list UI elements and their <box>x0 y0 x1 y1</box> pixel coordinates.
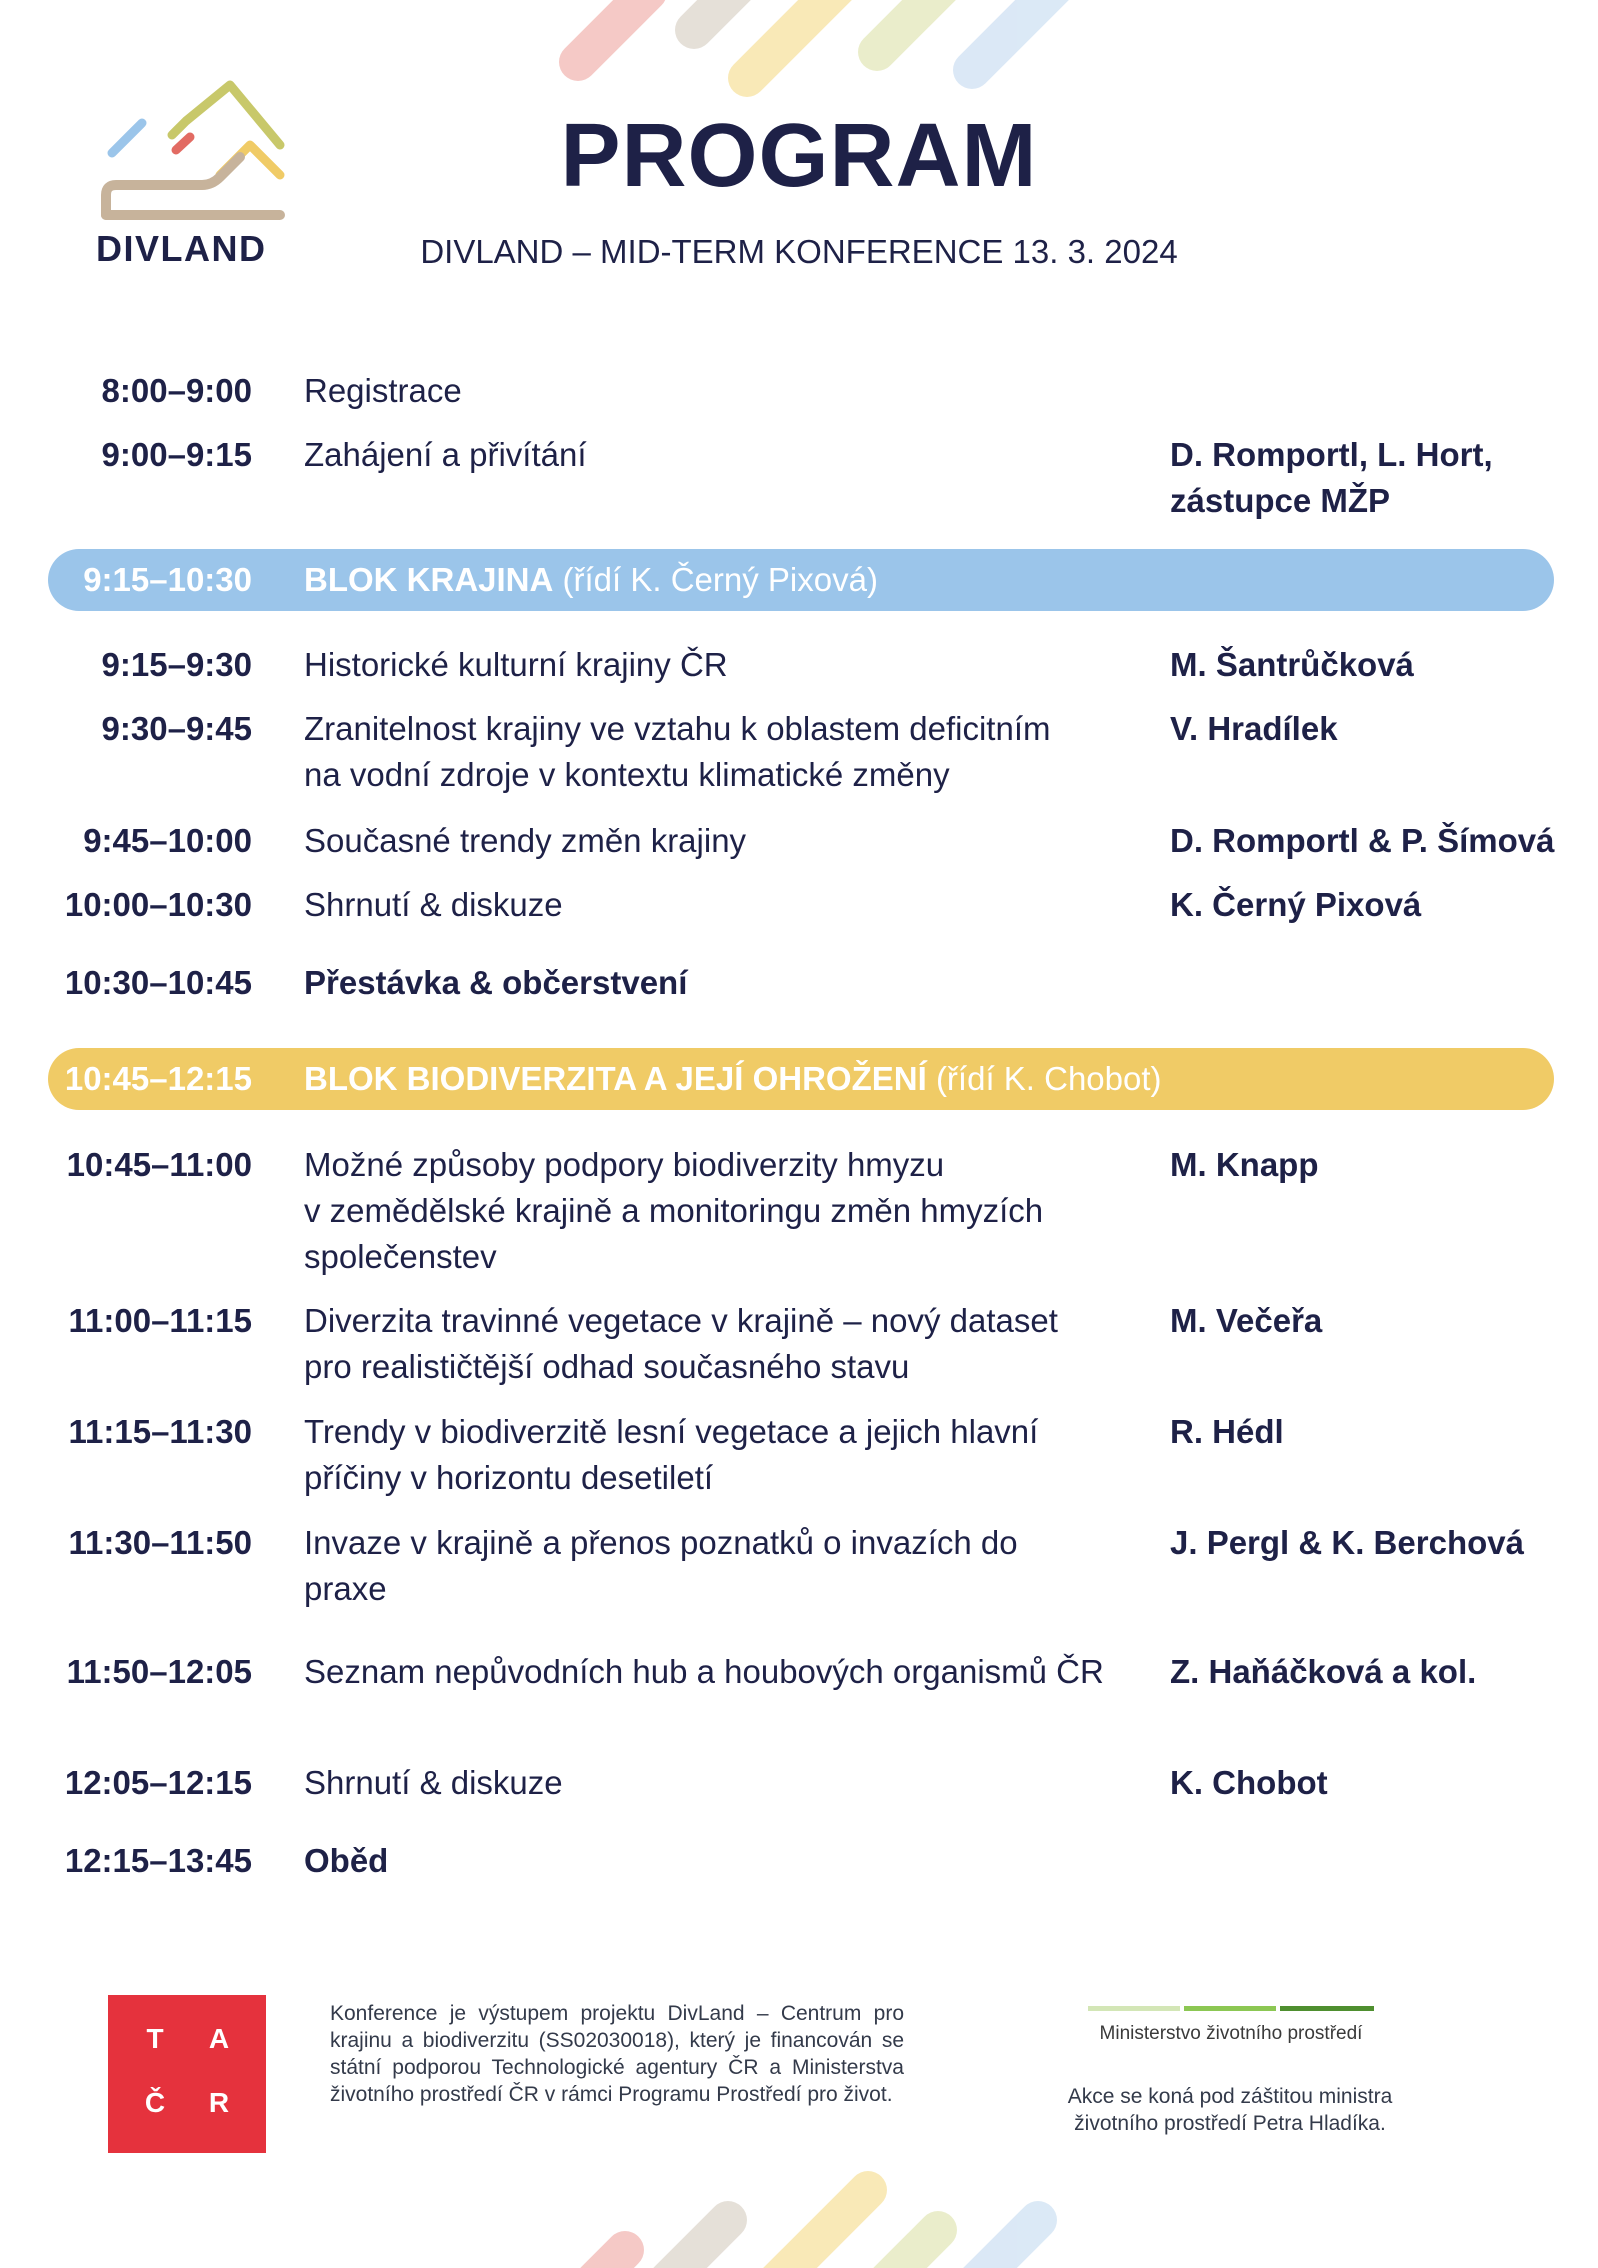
page-title: PROGRAM <box>560 106 1038 206</box>
page-subtitle: DIVLAND – MID-TERM KONFERENCE 13. 3. 2024 <box>420 233 1178 270</box>
row-talk: Shrnutí & diskuze <box>304 886 563 923</box>
row-speaker: D. Romportl, L. Hort, zástupce MŽP <box>1170 436 1493 519</box>
row-time: 10:30–10:45 <box>64 964 252 1001</box>
block-label: BLOK KRAJINA (řídí K. Černý Pixová) <box>304 561 878 598</box>
block-label: BLOK BIODIVERZITA A JEJÍ OHROŽENÍ (řídí K. Chobot) <box>304 1060 1162 1097</box>
block-time: 9:15–10:30 <box>83 561 252 598</box>
row-time: 11:30–11:50 <box>68 1524 252 1561</box>
row-time: 12:15–13:45 <box>64 1842 252 1879</box>
row-speaker: V. Hradílek <box>1170 710 1338 747</box>
row-time: 9:30–9:45 <box>101 710 252 747</box>
row-talk: Přestávka & občerstvení <box>304 964 688 1001</box>
row-speaker: M. Večeřa <box>1170 1302 1323 1339</box>
row-time: 8:00–9:00 <box>101 372 252 409</box>
block-band-biodiverzita <box>48 1048 1554 1110</box>
row-speaker: M. Šantrůčková <box>1170 646 1414 683</box>
row-time: 12:05–12:15 <box>64 1764 252 1801</box>
row-time: 9:15–9:30 <box>101 646 252 683</box>
row-talk: Shrnutí & diskuze <box>304 1764 563 1801</box>
block-band-krajina <box>48 549 1554 611</box>
row-talk: Zahájení a přivítání <box>304 436 587 473</box>
row-talk: Diverzita travinné vegetace v krajině – nový dataset pro realističtější odhad současného stavu <box>304 1302 1058 1385</box>
row-speaker: M. Knapp <box>1170 1146 1319 1183</box>
row-talk: Seznam nepůvodních hub a houbových organismů ČR <box>304 1653 1104 1690</box>
row-talk: Trendy v biodiverzitě lesní vegetace a jejich hlavní příčiny v horizontu desetiletí <box>304 1413 1039 1496</box>
row-time: 9:00–9:15 <box>101 436 252 473</box>
row-talk: Registrace <box>304 372 462 409</box>
block-time: 10:45–12:15 <box>64 1060 252 1097</box>
row-speaker: Z. Haňáčková a kol. <box>1170 1653 1477 1690</box>
ministry-bars-icon <box>1088 2004 1374 2014</box>
row-talk: Současné trendy změn krajiny <box>304 822 747 859</box>
row-time: 11:50–12:05 <box>66 1653 252 1690</box>
row-time: 10:45–11:00 <box>66 1146 252 1183</box>
logo-wordmark: DIVLAND <box>96 228 267 269</box>
patronage-note: Akce se koná pod záštitou ministra životního prostředí Petra Hladíka. <box>1067 2085 1393 2135</box>
row-speaker: D. Romportl & P. Šímová <box>1170 822 1555 859</box>
row-talk: Invaze v krajině a přenos poznatků o invazích do praxe <box>304 1524 1018 1607</box>
row-time: 11:15–11:30 <box>68 1413 252 1450</box>
row-speaker: J. Pergl & K. Berchová <box>1170 1524 1524 1561</box>
row-speaker: K. Chobot <box>1170 1764 1328 1801</box>
row-talk: Historické kulturní krajiny ČR <box>304 646 728 683</box>
row-time: 11:00–11:15 <box>68 1302 252 1339</box>
decorative-stripes-bottom <box>0 2150 1598 2268</box>
row-time: 9:45–10:00 <box>83 822 252 859</box>
ministry-label: Ministerstvo životního prostředí <box>1099 2023 1363 2044</box>
row-talk: Zranitelnost krajiny ve vztahu k oblastem deficitním na vodní zdroje v kontextu klimatické změny <box>304 710 1051 793</box>
row-speaker: R. Hédl <box>1170 1413 1284 1450</box>
project-funding-text: Konference je výstupem projektu DivLand – Centrum pro krajinu a biodiverzitu (SS02030018), který je financován se státní podporou Technologické agentury ČR a Ministerstva životního prostředí ČR v rámci Programu Prostředí pro život. <box>330 2002 904 2106</box>
row-speaker: K. Černý Pixová <box>1170 886 1422 923</box>
row-time: 10:00–10:30 <box>64 886 252 923</box>
row-talk: Možné způsoby podpory biodiverzity hmyzu v zemědělské krajině a monitoringu změn hmyzích společenstev <box>304 1146 1044 1275</box>
tacr-logo: T A Č R <box>108 1995 266 2153</box>
row-talk: Oběd <box>304 1842 389 1879</box>
